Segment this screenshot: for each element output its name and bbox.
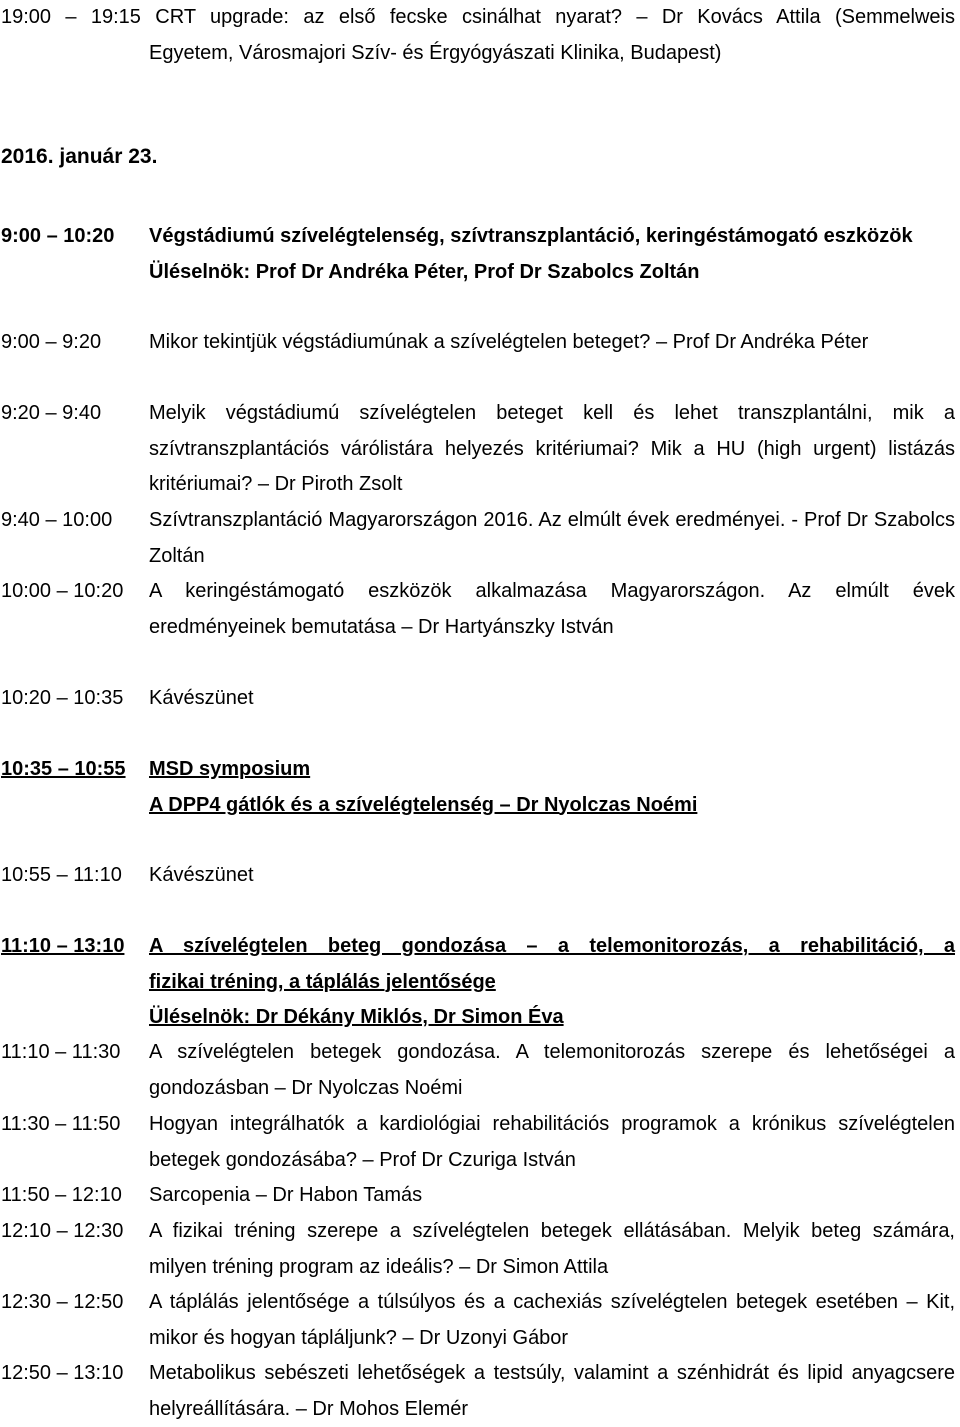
talk-text: Mikor tekintjük végstádiumúnak a szívelégtelen beteget? – Prof Dr Andréka Péter — [149, 331, 869, 353]
talk-time: 12:10 – 12:30 — [1, 1220, 124, 1242]
msd-subtitle: A DPP4 gátlók és a szívelégtelenség – Dr Nyolczas Noémi — [149, 793, 698, 816]
session-2-title-line2: fizikai tréning, a táplálás jelentősége — [149, 970, 496, 993]
talk-text: Sarcopenia – Dr Habon Tamás — [149, 1184, 423, 1206]
session-1-title: Végstádiumú szívelégtelenség, szívtranszplantáció, keringéstámogató eszközök — [149, 225, 913, 247]
talk-text: Hogyan integrálhatók a kardiológiai rehabilitációs programok a krónikus szívelégtelen betegek gondozásába? – Prof Dr Czuriga István — [149, 1113, 955, 1171]
session-2-title-line1: A szívelégtelen beteg gondozása – a telemonitorozás, a rehabilitáció, a — [149, 935, 955, 957]
talk-time: 10:00 – 10:20 — [1, 580, 124, 602]
talk-time: 12:50 – 13:10 — [1, 1362, 124, 1384]
talk-time: 9:20 – 9:40 — [1, 402, 102, 424]
talk-time: 9:00 – 9:20 — [1, 331, 102, 353]
break-time: 10:20 – 10:35 — [1, 687, 124, 709]
session-1-time: 9:00 – 10:20 — [1, 225, 115, 247]
talk-time: 9:40 – 10:00 — [1, 509, 113, 531]
talk-text: Metabolikus sebészeti lehetőségek a testsúly, valamint a szénhidrát és lipid anyagcsere helyreállítására. – Dr Mohos Elemér — [149, 1362, 955, 1420]
talk-text: A táplálás jelentősége a túlsúlyos és a cachexiás szívelégtelen betegek esetében – Kit, mikor és hogyan tápláljunk? – Dr Uzonyi Gábor — [149, 1291, 955, 1349]
break-time: 10:55 – 11:10 — [1, 864, 122, 886]
top-session-time: 19:00 – 19:15 — [1, 6, 141, 28]
session-2-chairs: Üléselnök: Dr Dékány Miklós, Dr Simon Éva — [149, 1006, 564, 1028]
session-1-chairs: Üléselnök: Prof Dr Andréka Péter, Prof Dr Szabolcs Zoltán — [149, 260, 700, 283]
top-session-text-line1: CRT upgrade: az első fecske csinálhat nyarat? – Dr Kovács Attila (Semmelweis — [155, 6, 955, 28]
talk-text: Szívtranszplantáció Magyarországon 2016. Az elmúlt évek eredményei. - Prof Dr Szabolcs Zoltán — [149, 509, 955, 567]
top-session-line1 — [1, 0, 955, 36]
talk-time: 11:30 – 11:50 — [1, 1113, 121, 1135]
msd-title: MSD symposium — [149, 758, 311, 780]
msd-time: 10:35 – 10:55 — [1, 758, 126, 780]
day-date-heading: 2016. január 23. — [1, 145, 158, 168]
session-1-title-block — [149, 219, 955, 290]
break-text: Kávészünet — [149, 864, 254, 886]
top-session — [1, 0, 955, 71]
msd-block — [149, 752, 955, 823]
talk-text: A fizikai tréning szerepe a szívelégtelen betegek ellátásában. Melyik beteg számára, milyen tréning program az ideális? – Dr Simon Attila — [149, 1220, 955, 1278]
session-2-time: 11:10 – 13:10 — [1, 935, 125, 957]
top-session-text-line2: Egyetem, Városmajori Szív- és Érgyógyászati Klinika, Budapest) — [149, 41, 722, 64]
talk-time: 11:10 – 11:30 — [1, 1041, 121, 1063]
talk-text: A keringéstámogató eszközök alkalmazása Magyarországon. Az elmúlt évek eredményeinek bemutatása – Dr Hartyánszky István — [149, 580, 955, 638]
talk-time: 11:50 – 12:10 — [1, 1184, 122, 1206]
break-text: Kávészünet — [149, 687, 254, 709]
talk-text: A szívelégtelen betegek gondozása. A telemonitorozás szerepe és lehetőségei a gondozásban – Dr Nyolczas Noémi — [149, 1041, 955, 1099]
talk-text: Melyik végstádiumú szívelégtelen beteget kell és lehet transzplantálni, mik a szívtranszplantációs várólistára helyezés kritériumai? Mik a HU (high urgent) listázás kritériumai? – Dr Piroth Zsolt — [149, 402, 955, 495]
session-2-title-block — [149, 929, 955, 1036]
talk-time: 12:30 – 12:50 — [1, 1291, 124, 1313]
